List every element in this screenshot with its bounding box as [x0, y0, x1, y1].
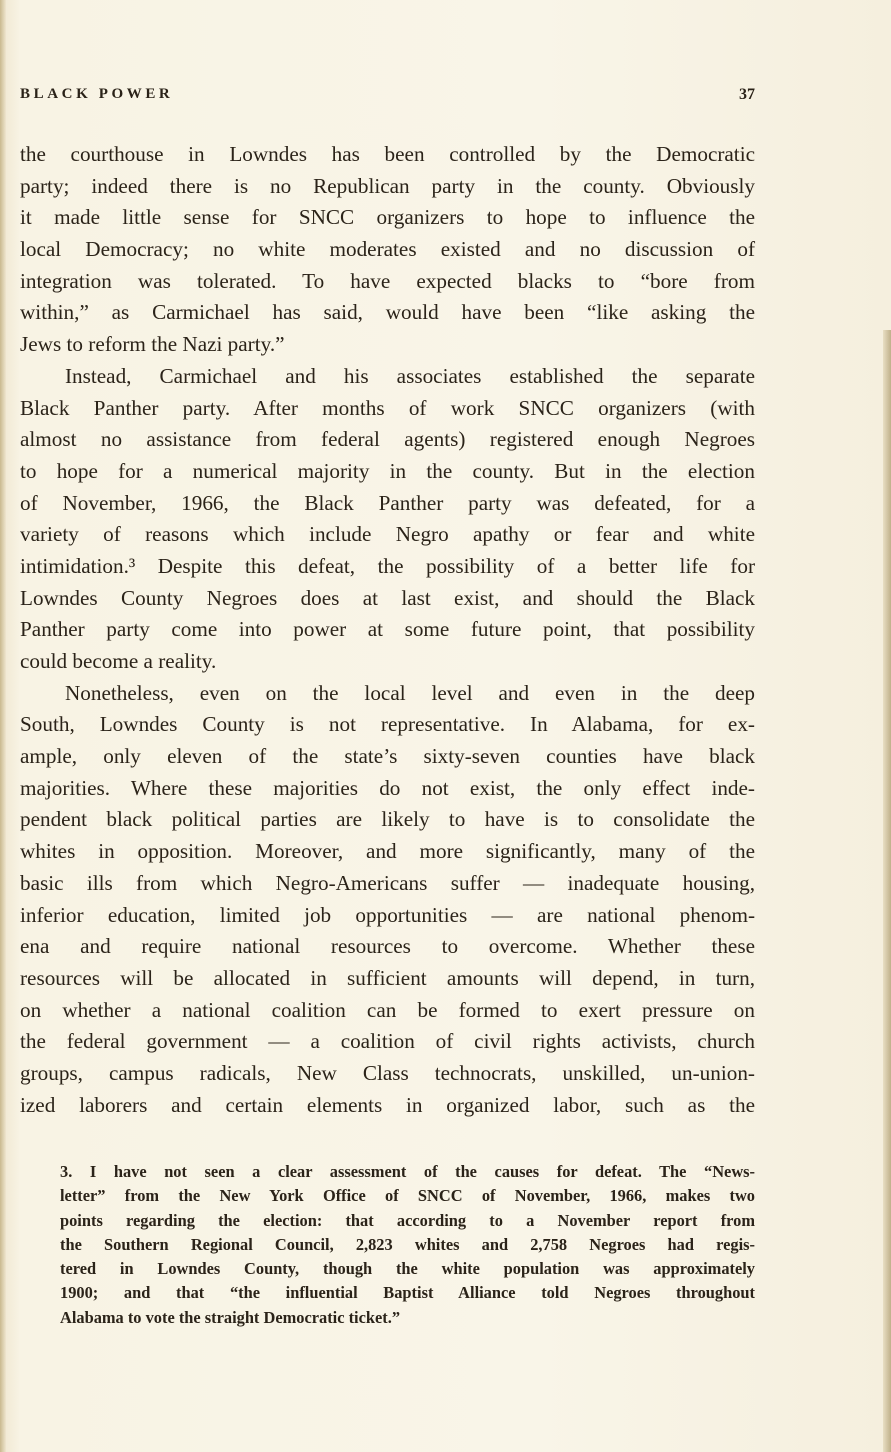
body-line: pendent black political parties are likely to have is to consolidate the	[20, 807, 755, 832]
body-line: of November, 1966, the Black Panther party was defeated, for a	[20, 490, 755, 515]
body-line: Instead, Carmichael and his associates established the separate	[65, 363, 755, 388]
body-line: ena and require national resources to overcome. Whether these	[20, 934, 755, 959]
body-line: integration was tolerated. To have expected blacks to “bore from	[20, 268, 755, 293]
footnote-line: 1900; and that “the influential Baptist Alliance told Negroes throughout	[60, 1283, 755, 1303]
body-line: ample, only eleven of the state’s sixty-seven counties have black	[20, 744, 755, 769]
body-line: party; indeed there is no Republican party in the county. Obviously	[20, 173, 755, 198]
body-line: on whether a national coalition can be formed to exert pressure on	[20, 997, 755, 1022]
body-line: intimidation.³ Despite this defeat, the possibility of a better life for	[20, 553, 755, 578]
page-header	[20, 86, 755, 110]
body-line: ized laborers and certain elements in organized labor, such as the	[20, 1092, 755, 1117]
footnote-line: the Southern Regional Council, 2,823 whites and 2,758 Negroes had regis-	[60, 1234, 755, 1254]
body-line: resources will be allocated in sufficient amounts will depend, in turn,	[20, 965, 755, 990]
body-line: Panther party come into power at some future point, that possibility	[20, 617, 755, 642]
body-line: it made little sense for SNCC organizers to hope to influence the	[20, 205, 755, 230]
body-line: whites in opposition. Moreover, and more significantly, many of the	[20, 839, 755, 864]
body-line: local Democracy; no white moderates existed and no discussion of	[20, 237, 755, 262]
page-edge-shadow-left	[0, 0, 6, 1452]
body-line: Lowndes County Negroes does at last exist, and should the Black	[20, 585, 755, 610]
running-head: BLACK POWER	[20, 86, 174, 102]
body-line: basic ills from which Negro-Americans suffer — inadequate housing,	[20, 870, 755, 895]
body-line: variety of reasons which include Negro apathy or fear and white	[20, 522, 755, 547]
body-line: Black Panther party. After months of work SNCC organizers (with	[20, 395, 755, 420]
body-text	[20, 139, 755, 1121]
body-line: within,” as Carmichael has said, would have been “like asking the	[20, 300, 755, 325]
body-line: to hope for a numerical majority in the county. But in the election	[20, 458, 755, 483]
footnote-line: 3. I have not seen a clear assessment of the causes for defeat. The “News-	[60, 1162, 755, 1181]
body-line: Nonetheless, even on the local level and even in the deep	[65, 680, 755, 705]
body-line: groups, campus radicals, New Class technocrats, unskilled, un-union-	[20, 1060, 755, 1085]
footnote-line: letter” from the New York Office of SNCC of November, 1966, makes two	[60, 1186, 755, 1206]
body-line: the courthouse in Lowndes has been controlled by the Democratic	[20, 142, 755, 166]
body-line: could become a reality.	[20, 649, 217, 673]
body-line: Jews to reform the Nazi party.”	[20, 332, 285, 357]
body-line: almost no assistance from federal agents) registered enough Negroes	[20, 427, 755, 452]
page-number: 37	[739, 86, 755, 103]
footnote-line: tered in Lowndes County, though the white population was approximately	[60, 1259, 755, 1279]
footnote-line: Alabama to vote the straight Democratic ticket.”	[60, 1307, 401, 1327]
body-line: the federal government — a coalition of civil rights activists, church	[20, 1029, 755, 1054]
body-line: inferior education, limited job opportunities — are national phenom-	[20, 902, 755, 927]
body-line: majorities. Where these majorities do not exist, the only effect inde-	[20, 775, 755, 800]
body-line: South, Lowndes County is not representative. In Alabama, for ex-	[20, 712, 755, 737]
footnote	[60, 1160, 755, 1330]
page-edge-shadow-right	[883, 330, 891, 1452]
footnote-line: points regarding the election: that according to a November report from	[60, 1210, 755, 1230]
